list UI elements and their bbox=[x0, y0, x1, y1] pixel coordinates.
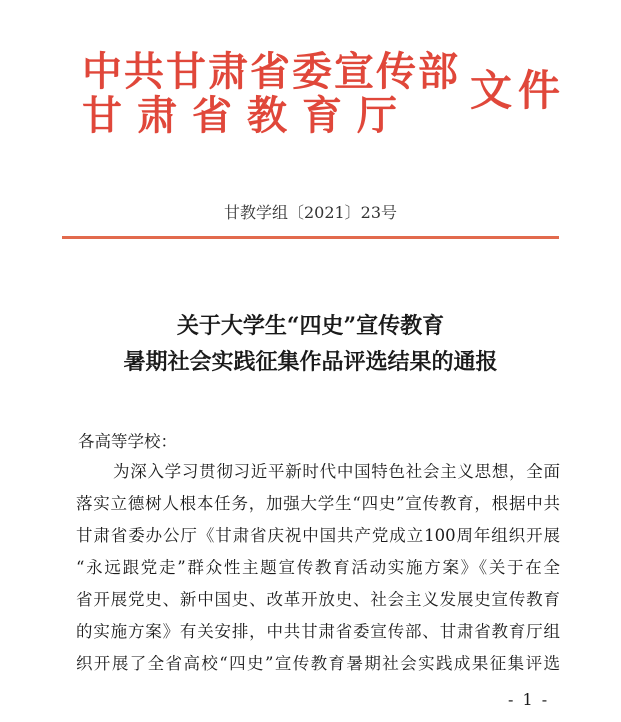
title-line-2: 暑期社会实践征集作品评选结果的通报 bbox=[123, 349, 498, 375]
body-line: 落实立德树人根本任务，加强大学生“四史”宣传教育，根据中共 bbox=[76, 494, 560, 513]
body-line: 为深入学习贯彻习近平新时代中国特色社会主义思想，全面 bbox=[113, 462, 560, 481]
issuer-line-1: 中共甘肃省委宣传部 bbox=[82, 48, 460, 95]
page-number: - 1 - bbox=[508, 690, 550, 709]
issuer-line-2: 甘肃省教育厅 bbox=[82, 92, 412, 139]
red-divider bbox=[62, 236, 559, 239]
body-line: 省开展党史、新中国史、改革开放史、社会主义发展史宣传教育 bbox=[76, 590, 560, 609]
body-line: 的实施方案》有关安排，中共甘肃省委宣传部、甘肃省教育厅组 bbox=[76, 622, 560, 641]
document-type: 文件 bbox=[470, 66, 567, 115]
body-line: 织开展了全省高校“四史”宣传教育暑期社会实践成果征集评选 bbox=[76, 654, 560, 673]
salutation: 各高等学校： bbox=[78, 432, 177, 451]
body-line: 甘肃省委办公厅《甘肃省庆祝中国共产党成立100周年组织开展 bbox=[76, 526, 560, 545]
title-line-1: 关于大学生“四史”宣传教育 bbox=[176, 313, 445, 339]
body-line: “永远跟党走”群众性主题宣传教育活动实施方案》《关于在全 bbox=[76, 558, 560, 577]
document-number: 甘教学组〔2021〕23号 bbox=[223, 203, 398, 222]
